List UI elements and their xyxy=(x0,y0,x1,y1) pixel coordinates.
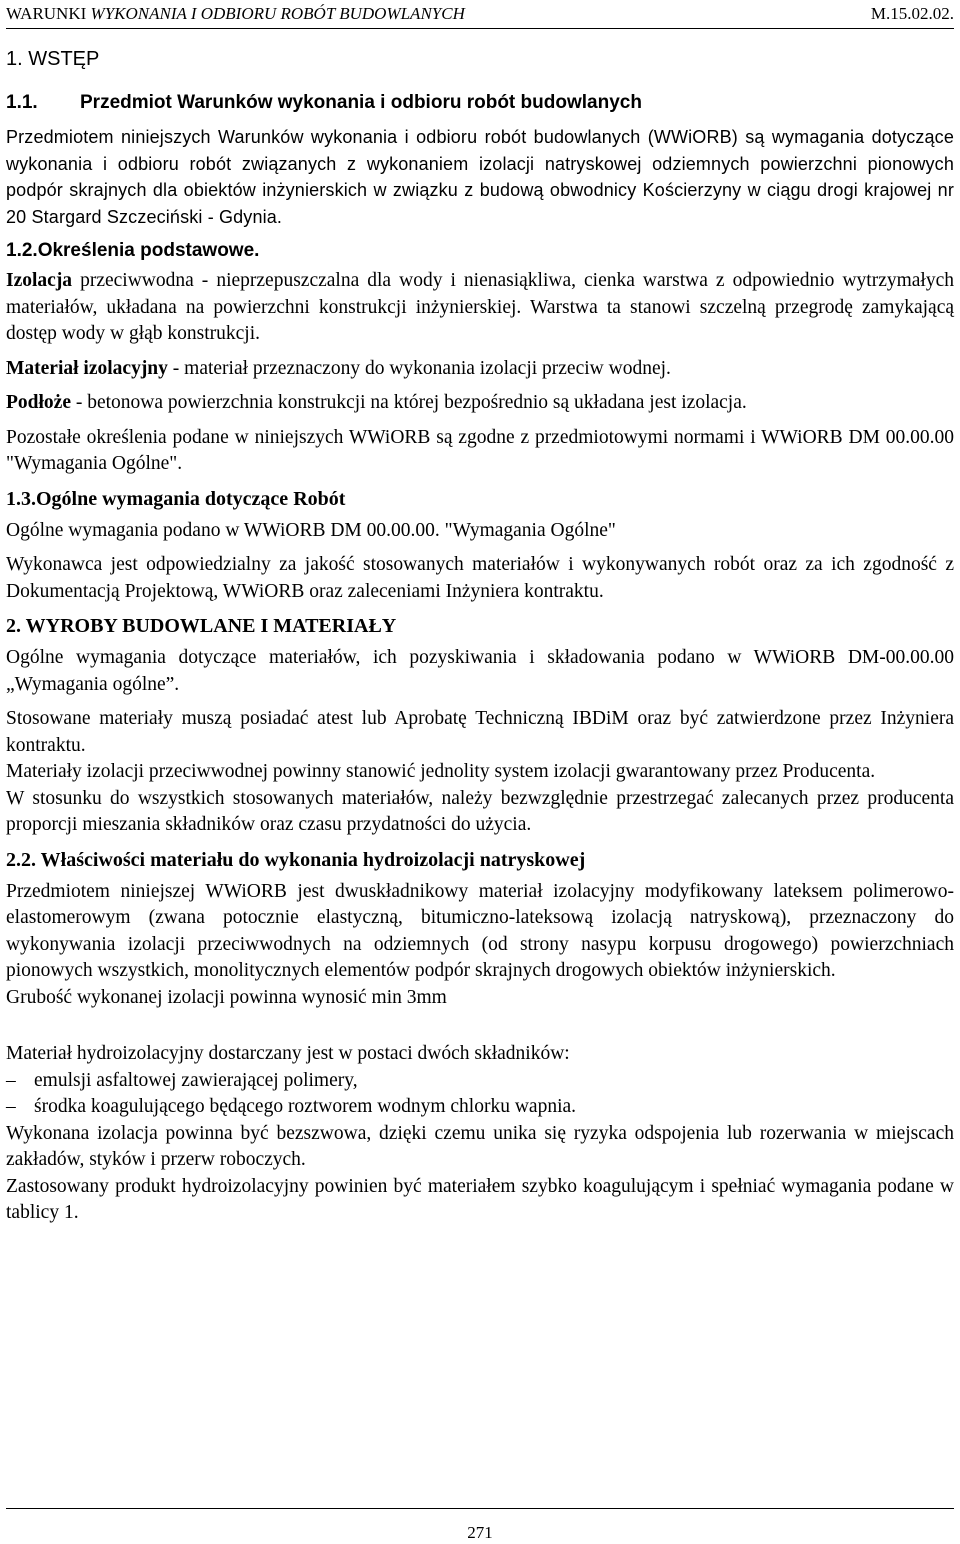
section-2-p1: Ogólne wymagania dotyczące materiałów, ich pozyskiwania i składowania podano w WWiORB DM-00.00.00 „Wymagania ogólne”. xyxy=(6,647,954,695)
section-1-1-title: 1.1. Przedmiot Warunków wykonania i odbioru robót budowlanych xyxy=(6,92,642,113)
section-2-title: 2. WYROBY BUDOWLANE I MATERIAŁY xyxy=(6,615,397,637)
section-1-2-title: 1.2.Określenia podstawowe. xyxy=(6,240,260,261)
definition-material: Materiał izolacyjny - materiał przeznaczony do wykonania izolacji przeciw wodnej. xyxy=(6,357,671,379)
section-2-2-p2: Grubość wykonanej izolacji powinna wynosić min 3mm xyxy=(6,986,447,1008)
section-2-p3: Materiały izolacji przeciwwodnej powinny stanowić jednolity system izolacji gwarantowany przez Producenta. xyxy=(6,761,876,782)
page-footer xyxy=(6,1508,954,1543)
page-number: 271 xyxy=(467,1523,493,1542)
definition-podloze: Podłoże - betonowa powierzchnia konstrukcji na której bezpośrednio są układana jest izolacja. xyxy=(6,392,747,413)
section-1-3-p2: Wykonawca jest odpowiedzialny za jakość stosowanych materiałów i wykonywanych robót oraz za ich zgodność z Dokumentacją Projektową, WWiORB oraz zaleceniami Inżyniera kontraktu. xyxy=(6,554,954,602)
header-title: WARUNKI WYKONANIA I ODBIORU ROBÓT BUDOWLANYCH xyxy=(6,4,465,23)
document-body xyxy=(6,40,954,1227)
section-2-p4: W stosunku do wszystkich stosowanych materiałów, należy bezwzględnie przestrzegać zalecanych przez producenta proporcji mieszania składników oraz czasu przydatności do użycia. xyxy=(6,787,954,835)
section-1-3-title: 1.3.Ogólne wymagania dotyczące Robót xyxy=(6,487,346,510)
list-item: – emulsji asfaltowej zawierającej polimery, xyxy=(6,1069,358,1091)
list-item: – środka koagulującego będącego roztworem wodnym chlorku wapnia. xyxy=(6,1096,577,1117)
section-1-3-p1: Ogólne wymagania podano w WWiORB DM 00.00.00. "Wymagania Ogólne" xyxy=(6,519,616,541)
section-1-1-text: Przedmiotem niniejszych Warunków wykonania i odbioru robót budowlanych (WWiORB) są wymagania dotyczące wykonania i odbioru robót związanych z wykonaniem izolacji natryskowej odziemnych powierzchni pionowych podpór skrajnych dla obiektów inżynierskich w związku z budową obwodnicy Kościerzyny w ciągu drogi krajowej nr 20 Stargard Szczeciński - Gdynia. xyxy=(6,127,954,227)
section-2-p2: Stosowane materiały muszą posiadać atest lub Aprobatę Techniczną IBDiM oraz być zatwierdzone przez Inżyniera kontraktu. xyxy=(6,708,954,756)
section-2-2-p4: Wykonana izolacja powinna być bezszwowa, dzięki czemu unika się ryzyka odspojenia lub rozerwania w miejscach zakładów, styków i przerw roboczych. xyxy=(6,1122,954,1170)
definition-other: Pozostałe określenia podane w niniejszych WWiORB są zgodne z przedmiotowymi normami i WWiORB DM 00.00.00 "Wymagania Ogólne". xyxy=(6,426,954,474)
definition-izolacja: Izolacja przeciwwodna - nieprzepuszczalna dla wody i nienasiąkliwa, cienka warstwa z odpowiednio wytrzymałych materiałów, układana na powierzchni konstrukcji inżynierskiej. Warstwa ta stanowi szczelną przegrodę zamykającą dostęp wody w głąb konstrukcji. xyxy=(6,270,954,344)
section-2-2-title: 2.2. Właściwości materiału do wykonania hydroizolacji natryskowej xyxy=(6,848,586,871)
header-code: M.15.02.02. xyxy=(870,4,954,23)
section-1-title: 1. WSTĘP xyxy=(6,48,100,70)
page-header xyxy=(6,2,954,29)
section-2-2-p1: Przedmiotem niniejszej WWiORB jest dwuskładnikowy materiał izolacyjny modyfikowany lateksem polimerowo-elastomerowym (zwana potocznie elastyczną, bitumiczno-lateksową izolacją natryskową), przeznaczony do wykonywania izolacji przeciwwodnych na odziemnych (od strony nasypu korpusu drogowego) powierzchniach pionowych wszystkich, monolitycznych elementów podpór skrajnych drogowych obiektów inżynierskich. xyxy=(6,880,954,981)
section-2-2-p5: Zastosowany produkt hydroizolacyjny powinien być materiałem szybko koagulującym i spełniać wymagania podane w tablicy 1. xyxy=(6,1175,954,1223)
section-2-2-p3: Materiał hydroizolacyjny dostarczany jest w postaci dwóch składników: xyxy=(6,1043,570,1064)
